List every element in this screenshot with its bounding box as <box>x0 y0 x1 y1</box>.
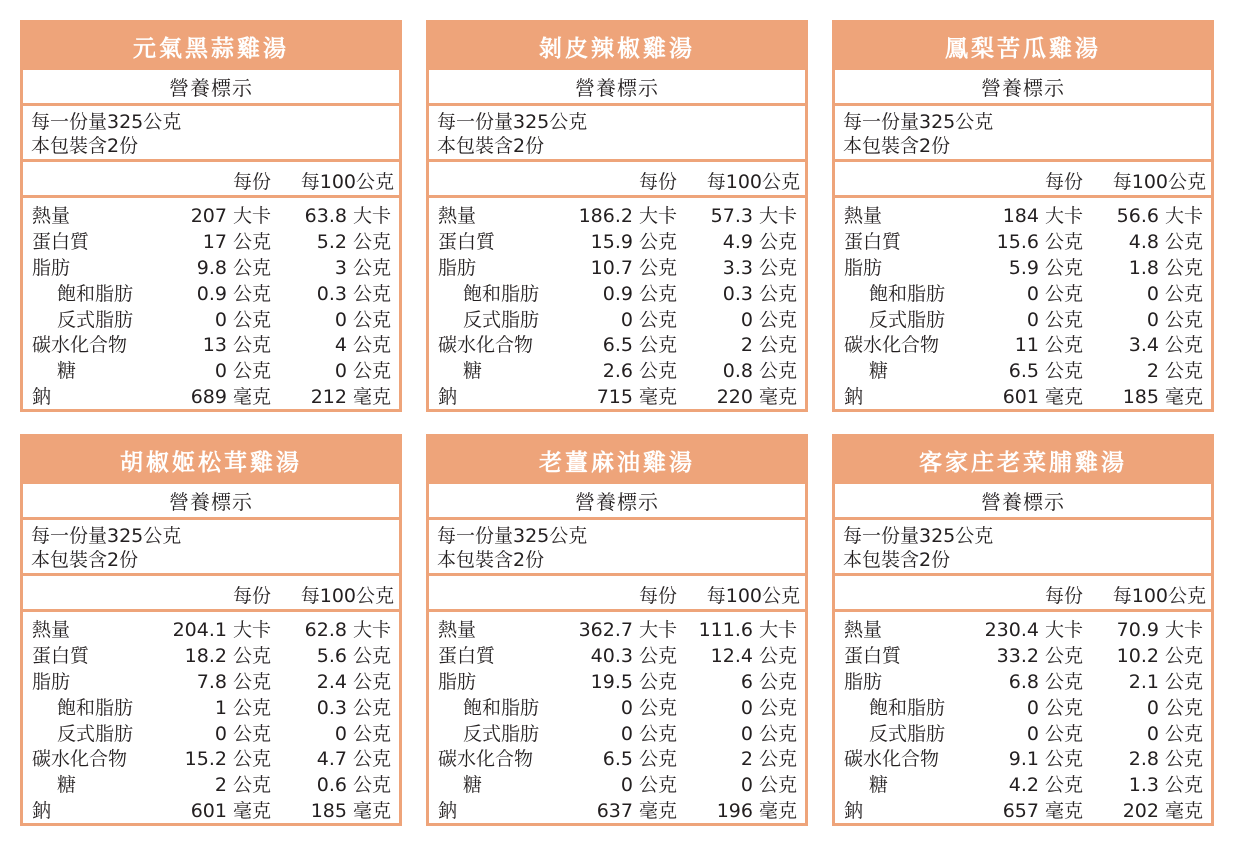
per-100g-value: 212 毫克 <box>310 386 391 409</box>
nutrition-label-heading: 營養標示 <box>429 70 805 106</box>
nutrient-name: 碳水化合物 <box>438 334 534 357</box>
nutrition-card <box>20 434 402 826</box>
nutrient-name: 鈉 <box>438 800 458 823</box>
per-serving-value: 637 毫克 <box>596 800 677 823</box>
nutrient-row <box>429 230 805 256</box>
nutrient-name: 飽和脂肪 <box>57 696 134 719</box>
per-serving-value: 10.7 公克 <box>590 256 677 279</box>
nutrient-row <box>429 747 805 773</box>
serving-size: 每一份量325公克 <box>437 525 588 547</box>
per-serving-value: 0 公克 <box>214 722 271 745</box>
per-serving-value: 0.9 公克 <box>196 282 271 305</box>
nutrient-name: 飽和脂肪 <box>57 282 134 305</box>
per-100g-value: 202 毫克 <box>1122 800 1203 823</box>
serving-info <box>835 106 1211 162</box>
nutrient-name: 蛋白質 <box>844 644 902 667</box>
nutrient-name: 反式脂肪 <box>869 722 946 745</box>
per-100g-value: 3.4 公克 <box>1128 334 1203 357</box>
per-serving-value: 657 毫克 <box>1002 800 1083 823</box>
per-100g-value: 0.3 公克 <box>722 282 797 305</box>
per-100g-value: 0 公克 <box>740 722 797 745</box>
nutrient-rows <box>429 612 805 825</box>
per-100g-value: 56.6 大卡 <box>1116 205 1203 227</box>
product-name: 客家庄老菜脯雞湯 <box>835 437 1211 484</box>
column-header <box>429 162 805 198</box>
nutrient-name: 反式脂肪 <box>869 308 946 331</box>
nutrient-row <box>429 799 805 825</box>
nutrient-name: 糖 <box>57 360 77 383</box>
per-serving-header: 每份 <box>638 171 677 193</box>
per-100g-value: 63.8 大卡 <box>304 205 391 227</box>
per-100g-value: 2.4 公克 <box>316 670 391 693</box>
nutrient-row <box>835 722 1211 748</box>
per-serving-value: 6.5 公克 <box>1008 360 1083 383</box>
nutrition-card <box>832 20 1214 412</box>
nutrient-name: 熱量 <box>32 205 71 227</box>
nutrient-row <box>23 204 399 230</box>
per-serving-value: 0.9 公克 <box>602 282 677 305</box>
nutrient-row <box>23 230 399 256</box>
nutrient-row <box>429 204 805 230</box>
per-100g-value: 6 公克 <box>740 670 797 693</box>
nutrient-row <box>835 333 1211 359</box>
per-100g-header: 每100公克 <box>1112 171 1206 193</box>
nutrient-row <box>23 696 399 722</box>
per-serving-value: 40.3 公克 <box>590 644 677 667</box>
nutrient-row <box>23 722 399 748</box>
nutrition-label-heading: 營養標示 <box>429 484 805 520</box>
nutrient-row <box>835 385 1211 411</box>
nutrient-row <box>429 308 805 334</box>
per-100g-value: 0 公克 <box>1146 308 1203 331</box>
nutrient-row <box>23 747 399 773</box>
nutrient-row <box>835 230 1211 256</box>
per-100g-value: 0 公克 <box>740 308 797 331</box>
per-100g-value: 2 公克 <box>1146 360 1203 383</box>
nutrient-row <box>23 618 399 644</box>
per-100g-value: 0.3 公克 <box>316 282 391 305</box>
per-serving-value: 207 大卡 <box>190 205 271 227</box>
nutrient-row <box>835 359 1211 385</box>
per-serving-value: 0 公克 <box>214 360 271 383</box>
nutrient-row <box>23 799 399 825</box>
nutrient-name: 脂肪 <box>844 670 883 693</box>
per-100g-value: 4.8 公克 <box>1128 230 1203 253</box>
nutrient-row <box>429 333 805 359</box>
nutrient-name: 蛋白質 <box>438 644 496 667</box>
nutrient-rows <box>23 612 399 825</box>
nutrient-name: 脂肪 <box>32 670 71 693</box>
per-serving-value: 0 公克 <box>620 696 677 719</box>
per-serving-value: 0 公克 <box>620 774 677 797</box>
nutrient-name: 脂肪 <box>844 256 883 279</box>
nutrition-card <box>832 434 1214 826</box>
per-100g-value: 2 公克 <box>740 748 797 771</box>
nutrient-name: 反式脂肪 <box>57 308 134 331</box>
per-serving-value: 11 公克 <box>1014 334 1083 357</box>
per-serving-value: 0 公克 <box>620 308 677 331</box>
nutrient-name: 鈉 <box>844 800 864 823</box>
per-100g-value: 4.9 公克 <box>722 230 797 253</box>
nutrient-row <box>429 282 805 308</box>
per-100g-value: 2 公克 <box>740 334 797 357</box>
per-serving-value: 2 公克 <box>214 774 271 797</box>
nutrient-rows <box>429 198 805 411</box>
nutrient-name: 碳水化合物 <box>32 334 128 357</box>
per-serving-value: 689 毫克 <box>190 386 271 409</box>
per-serving-header: 每份 <box>638 585 677 607</box>
nutrient-row <box>429 385 805 411</box>
per-serving-value: 0 公克 <box>1026 282 1083 305</box>
servings-per-pack: 本包裝含2份 <box>843 135 951 157</box>
nutrient-name: 飽和脂肪 <box>869 696 946 719</box>
nutrient-row <box>835 204 1211 230</box>
per-100g-header: 每100公克 <box>706 585 800 607</box>
per-100g-value: 10.2 公克 <box>1116 644 1203 667</box>
per-100g-value: 3.3 公克 <box>722 256 797 279</box>
nutrient-name: 脂肪 <box>438 256 477 279</box>
nutrient-name: 飽和脂肪 <box>869 282 946 305</box>
nutrient-row <box>835 670 1211 696</box>
per-serving-value: 0 公克 <box>1026 696 1083 719</box>
nutrient-name: 反式脂肪 <box>463 722 540 745</box>
nutrient-name: 碳水化合物 <box>844 334 940 357</box>
nutrient-row <box>835 308 1211 334</box>
nutrition-label-heading: 營養標示 <box>23 70 399 106</box>
per-serving-header: 每份 <box>232 585 271 607</box>
column-header <box>429 576 805 612</box>
nutrient-name: 糖 <box>463 774 483 797</box>
per-serving-value: 5.9 公克 <box>1008 256 1083 279</box>
per-serving-header: 每份 <box>1044 585 1083 607</box>
per-serving-value: 0 公克 <box>1026 722 1083 745</box>
nutrient-name: 鈉 <box>32 386 52 409</box>
column-header <box>23 576 399 612</box>
per-serving-value: 6.5 公克 <box>602 334 677 357</box>
per-serving-value: 6.5 公克 <box>602 748 677 771</box>
nutrient-name: 碳水化合物 <box>844 748 940 771</box>
per-serving-value: 0 公克 <box>620 722 677 745</box>
per-100g-value: 0 公克 <box>1146 722 1203 745</box>
servings-per-pack: 本包裝含2份 <box>31 549 139 571</box>
per-serving-value: 15.2 公克 <box>184 748 271 771</box>
nutrient-row <box>23 308 399 334</box>
per-100g-value: 0.3 公克 <box>316 696 391 719</box>
nutrition-card <box>426 20 808 412</box>
nutrient-row <box>23 644 399 670</box>
per-100g-value: 2.8 公克 <box>1128 748 1203 771</box>
nutrient-row <box>835 773 1211 799</box>
per-serving-value: 33.2 公克 <box>996 644 1083 667</box>
nutrient-row <box>835 644 1211 670</box>
per-100g-value: 0 公克 <box>334 360 391 383</box>
per-100g-value: 62.8 大卡 <box>304 619 391 641</box>
nutrient-name: 熱量 <box>844 619 883 641</box>
column-header <box>835 576 1211 612</box>
servings-per-pack: 本包裝含2份 <box>843 549 951 571</box>
nutrient-row <box>23 670 399 696</box>
per-serving-value: 19.5 公克 <box>590 670 677 693</box>
nutrient-rows <box>23 198 399 411</box>
per-100g-value: 0.6 公克 <box>316 774 391 797</box>
per-100g-value: 185 毫克 <box>1122 386 1203 409</box>
nutrient-row <box>429 644 805 670</box>
per-serving-value: 4.2 公克 <box>1008 774 1083 797</box>
per-serving-value: 230.4 大卡 <box>984 619 1083 641</box>
per-100g-value: 12.4 公克 <box>710 644 797 667</box>
nutrient-row <box>835 696 1211 722</box>
per-serving-value: 9.8 公克 <box>196 256 271 279</box>
per-100g-value: 0 公克 <box>334 308 391 331</box>
per-100g-value: 57.3 大卡 <box>710 205 797 227</box>
nutrient-row <box>23 282 399 308</box>
serving-size: 每一份量325公克 <box>31 111 182 133</box>
nutrient-name: 糖 <box>463 360 483 383</box>
nutrient-row <box>23 359 399 385</box>
nutrient-row <box>429 696 805 722</box>
nutrient-name: 反式脂肪 <box>57 722 134 745</box>
nutrient-row <box>429 359 805 385</box>
nutrient-name: 反式脂肪 <box>463 308 540 331</box>
per-100g-value: 185 毫克 <box>310 800 391 823</box>
nutrient-row <box>23 333 399 359</box>
per-serving-header: 每份 <box>232 171 271 193</box>
per-serving-value: 15.6 公克 <box>996 230 1083 253</box>
nutrient-row <box>835 282 1211 308</box>
serving-size: 每一份量325公克 <box>843 525 994 547</box>
servings-per-pack: 本包裝含2份 <box>437 135 545 157</box>
per-serving-value: 0 公克 <box>1026 308 1083 331</box>
per-100g-value: 0 公克 <box>1146 696 1203 719</box>
column-header <box>835 162 1211 198</box>
nutrient-name: 熱量 <box>32 619 71 641</box>
per-serving-value: 204.1 大卡 <box>172 619 271 641</box>
nutrient-name: 糖 <box>57 774 77 797</box>
nutrient-row <box>429 670 805 696</box>
per-serving-value: 715 毫克 <box>596 386 677 409</box>
per-serving-value: 7.8 公克 <box>196 670 271 693</box>
serving-info <box>429 106 805 162</box>
nutrition-card <box>20 20 402 412</box>
per-100g-value: 4.7 公克 <box>316 748 391 771</box>
nutrient-row <box>835 618 1211 644</box>
nutrient-row <box>23 256 399 282</box>
per-100g-value: 5.6 公克 <box>316 644 391 667</box>
per-100g-value: 0 公克 <box>334 722 391 745</box>
per-serving-value: 601 毫克 <box>1002 386 1083 409</box>
per-100g-header: 每100公克 <box>706 171 800 193</box>
per-serving-value: 6.8 公克 <box>1008 670 1083 693</box>
per-serving-value: 18.2 公克 <box>184 644 271 667</box>
per-serving-value: 9.1 公克 <box>1008 748 1083 771</box>
per-serving-value: 13 公克 <box>202 334 271 357</box>
nutrient-rows <box>835 612 1211 825</box>
nutrient-name: 飽和脂肪 <box>463 282 540 305</box>
nutrient-name: 糖 <box>869 360 889 383</box>
per-100g-value: 1.3 公克 <box>1128 774 1203 797</box>
per-serving-value: 362.7 大卡 <box>578 619 677 641</box>
nutrient-row <box>23 385 399 411</box>
per-100g-value: 196 毫克 <box>716 800 797 823</box>
per-100g-header: 每100公克 <box>1112 585 1206 607</box>
per-100g-value: 4 公克 <box>334 334 391 357</box>
serving-info <box>23 106 399 162</box>
nutrient-name: 脂肪 <box>438 670 477 693</box>
nutrient-row <box>835 747 1211 773</box>
per-100g-header: 每100公克 <box>300 585 394 607</box>
nutrient-name: 熱量 <box>438 619 477 641</box>
per-100g-value: 3 公克 <box>334 256 391 279</box>
per-100g-value: 0.8 公克 <box>722 360 797 383</box>
nutrient-name: 脂肪 <box>32 256 71 279</box>
per-serving-value: 1 公克 <box>214 696 271 719</box>
serving-size: 每一份量325公克 <box>437 111 588 133</box>
nutrient-name: 鈉 <box>438 386 458 409</box>
per-serving-value: 2.6 公克 <box>602 360 677 383</box>
per-serving-value: 186.2 大卡 <box>578 205 677 227</box>
nutrient-name: 糖 <box>869 774 889 797</box>
nutrition-label-heading: 營養標示 <box>23 484 399 520</box>
nutrient-row <box>429 256 805 282</box>
product-name: 胡椒姬松茸雞湯 <box>23 437 399 484</box>
per-100g-value: 2.1 公克 <box>1128 670 1203 693</box>
per-100g-value: 0 公克 <box>740 774 797 797</box>
nutrient-row <box>429 722 805 748</box>
nutrient-row <box>835 799 1211 825</box>
per-serving-header: 每份 <box>1044 171 1083 193</box>
serving-info <box>835 520 1211 576</box>
per-100g-value: 70.9 大卡 <box>1116 619 1203 641</box>
servings-per-pack: 本包裝含2份 <box>31 135 139 157</box>
per-serving-value: 17 公克 <box>202 230 271 253</box>
nutrient-rows <box>835 198 1211 411</box>
nutrient-row <box>429 618 805 644</box>
product-name: 鳳梨苦瓜雞湯 <box>835 23 1211 70</box>
nutrient-name: 蛋白質 <box>32 230 90 253</box>
nutrient-name: 飽和脂肪 <box>463 696 540 719</box>
serving-info <box>429 520 805 576</box>
nutrition-card <box>426 434 808 826</box>
nutrient-row <box>835 256 1211 282</box>
column-header <box>23 162 399 198</box>
nutrient-row <box>429 773 805 799</box>
per-100g-value: 220 毫克 <box>716 386 797 409</box>
per-serving-value: 15.9 公克 <box>590 230 677 253</box>
serving-size: 每一份量325公克 <box>31 525 182 547</box>
product-name: 老薑麻油雞湯 <box>429 437 805 484</box>
per-serving-value: 0 公克 <box>214 308 271 331</box>
per-100g-value: 1.8 公克 <box>1128 256 1203 279</box>
per-100g-value: 5.2 公克 <box>316 230 391 253</box>
nutrition-label-heading: 營養標示 <box>835 484 1211 520</box>
nutrient-name: 蛋白質 <box>32 644 90 667</box>
nutrition-label-heading: 營養標示 <box>835 70 1211 106</box>
nutrient-name: 鈉 <box>32 800 52 823</box>
nutrient-name: 熱量 <box>438 205 477 227</box>
per-100g-value: 0 公克 <box>1146 282 1203 305</box>
product-name: 剝皮辣椒雞湯 <box>429 23 805 70</box>
per-serving-value: 601 毫克 <box>190 800 271 823</box>
nutrient-name: 鈉 <box>844 386 864 409</box>
servings-per-pack: 本包裝含2份 <box>437 549 545 571</box>
product-name: 元氣黑蒜雞湯 <box>23 23 399 70</box>
per-100g-value: 0 公克 <box>740 696 797 719</box>
per-100g-value: 111.6 大卡 <box>698 619 797 641</box>
nutrient-name: 碳水化合物 <box>32 748 128 771</box>
nutrient-name: 熱量 <box>844 205 883 227</box>
per-serving-value: 184 大卡 <box>1002 205 1083 227</box>
nutrient-name: 蛋白質 <box>844 230 902 253</box>
serving-size: 每一份量325公克 <box>843 111 994 133</box>
per-100g-header: 每100公克 <box>300 171 394 193</box>
nutrient-name: 蛋白質 <box>438 230 496 253</box>
serving-info <box>23 520 399 576</box>
nutrient-name: 碳水化合物 <box>438 748 534 771</box>
nutrient-row <box>23 773 399 799</box>
